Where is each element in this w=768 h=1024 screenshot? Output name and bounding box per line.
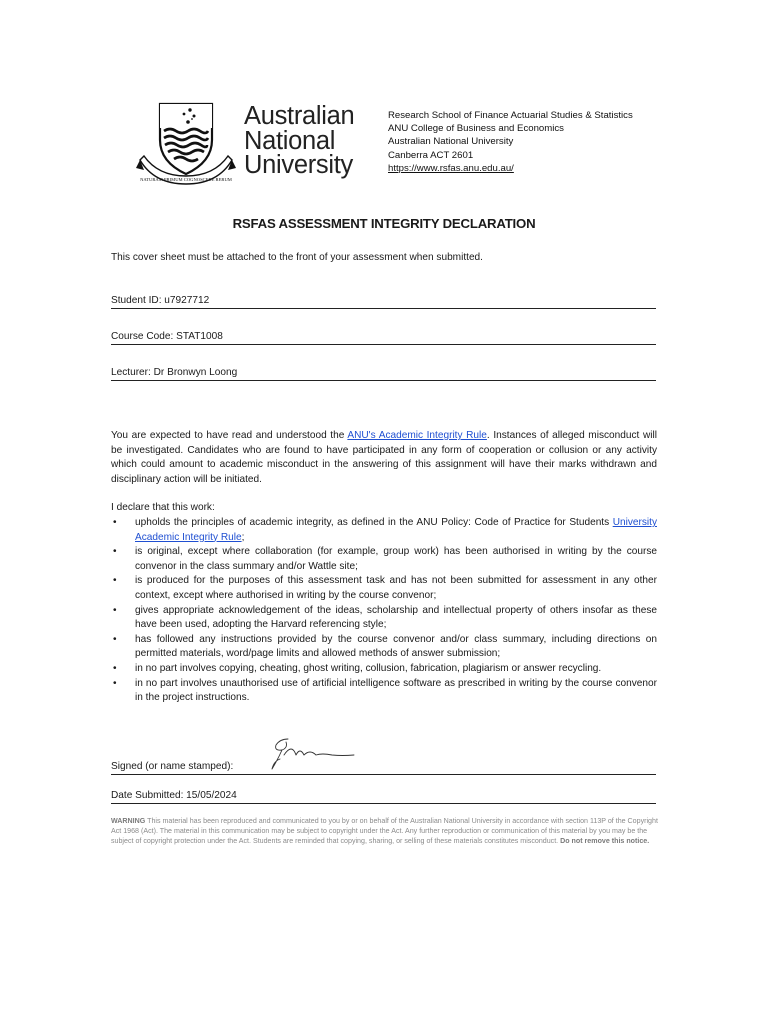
declaration-item: • is produced for the purposes of this assessment task and has not been submitted for assessment in any other context, except where authorised in writing by the course convenor; (111, 574, 657, 603)
expectation-text-end: . Instances of alleged misconduct will be investigated. Candidates who are found to have participated in any form of cooperation or collusion or any activity which could amount to academic misconduct in the answering of this assignment will have their marks withdrawn and disciplinary action will be initiated. (111, 430, 657, 485)
warning-text: This material has been reproduced and communicated to you by or on behalf of the Australian National University in accordance with section 113P of the Copyright Act 1968 (Act). The material in this communication may be subject to copyright under the Act. Any further reproduction or communication of this material by you may be the subject of copyright protection under the Act. Students are reminded that copying, sharing, or selling of these materials constitutes misconduct. (111, 817, 658, 846)
date-submitted-text: Date Submitted: 15/05/2024 (111, 790, 237, 801)
declaration-item: • is original, except where collaboration (for example, group work) has been authorised in writing by the course convenor in the class summary and/or Wattle site; (111, 545, 657, 574)
declaration-item: • in no part involves copying, cheating, ghost writing, collusion, fabrication, plagiarism or answer recycling. (111, 662, 657, 677)
declaration-item-end: ; (241, 531, 245, 543)
wordmark-line-2: National (244, 126, 336, 155)
address-line-3: Australian National University (388, 136, 514, 148)
declaration-item (111, 516, 657, 545)
school-address (388, 109, 633, 175)
declaration-item: • in no part involves unauthorised use of artificial intelligence software as prescribed in writing by the course convenor in the project instructions. (111, 677, 657, 706)
warning-label: WARNING (111, 817, 146, 825)
course-code-field (111, 331, 656, 345)
crest-motto: NATURAM PRIMUM COGNOSCERE RERUM (140, 177, 232, 182)
signature-field (111, 761, 656, 775)
document-title: RSFAS ASSESSMENT INTEGRITY DECLARATION (232, 216, 536, 231)
warning-emphasis: Do not remove this notice. (560, 837, 650, 846)
declare-intro: I declare that this work: (111, 502, 215, 513)
course-code-text: Course Code: STAT1008 (111, 331, 223, 342)
signed-label: Signed (or name stamped): (111, 761, 234, 772)
lecturer-text: Lecturer: Dr Bronwyn Loong (111, 367, 238, 378)
cover-sheet-note: This cover sheet must be attached to the front of your assessment when submitted. (111, 252, 483, 263)
student-id-text: Student ID: u7927712 (111, 295, 210, 306)
integrity-expectation-paragraph (111, 429, 657, 487)
address-line-1: Research School of Finance Actuarial Studies & Statistics (388, 110, 633, 121)
school-website-link[interactable]: https://www.rsfas.anu.edu.au/ (388, 162, 514, 174)
university-academic-integrity-rule-link[interactable]: University Academic Integrity Rule (135, 517, 657, 543)
date-submitted-field (111, 790, 656, 804)
address-line-4: Canberra ACT 2601 (388, 149, 474, 161)
university-wordmark (244, 104, 354, 178)
declaration-list (111, 516, 657, 706)
student-id-field (111, 295, 656, 309)
copyright-warning (111, 816, 659, 847)
wordmark-line-3: University (244, 151, 353, 179)
expectation-text-start: You are expected to have read and understood the (111, 430, 348, 441)
anu-crest-logo (136, 100, 236, 186)
address-line-2: ANU College of Business and Economics (388, 123, 564, 135)
declaration-item-text: upholds the principles of academic integrity, as defined in the ANU Policy: Code of Practice for Students (135, 517, 613, 528)
academic-integrity-rule-link[interactable]: ANU's Academic Integrity Rule (347, 430, 487, 441)
wordmark-line-1: Australian (244, 102, 355, 130)
declaration-item: • has followed any instructions provided by the course convenor and/or class summary, including directions on permitted materials, word/page limits and allowed methods of answer submission; (111, 633, 657, 662)
declaration-item: • gives appropriate acknowledgement of the ideas, scholarship and intellectual property of others insofar as these have been used, adopting the Harvard referencing style; (111, 604, 657, 633)
lecturer-field (111, 367, 656, 381)
